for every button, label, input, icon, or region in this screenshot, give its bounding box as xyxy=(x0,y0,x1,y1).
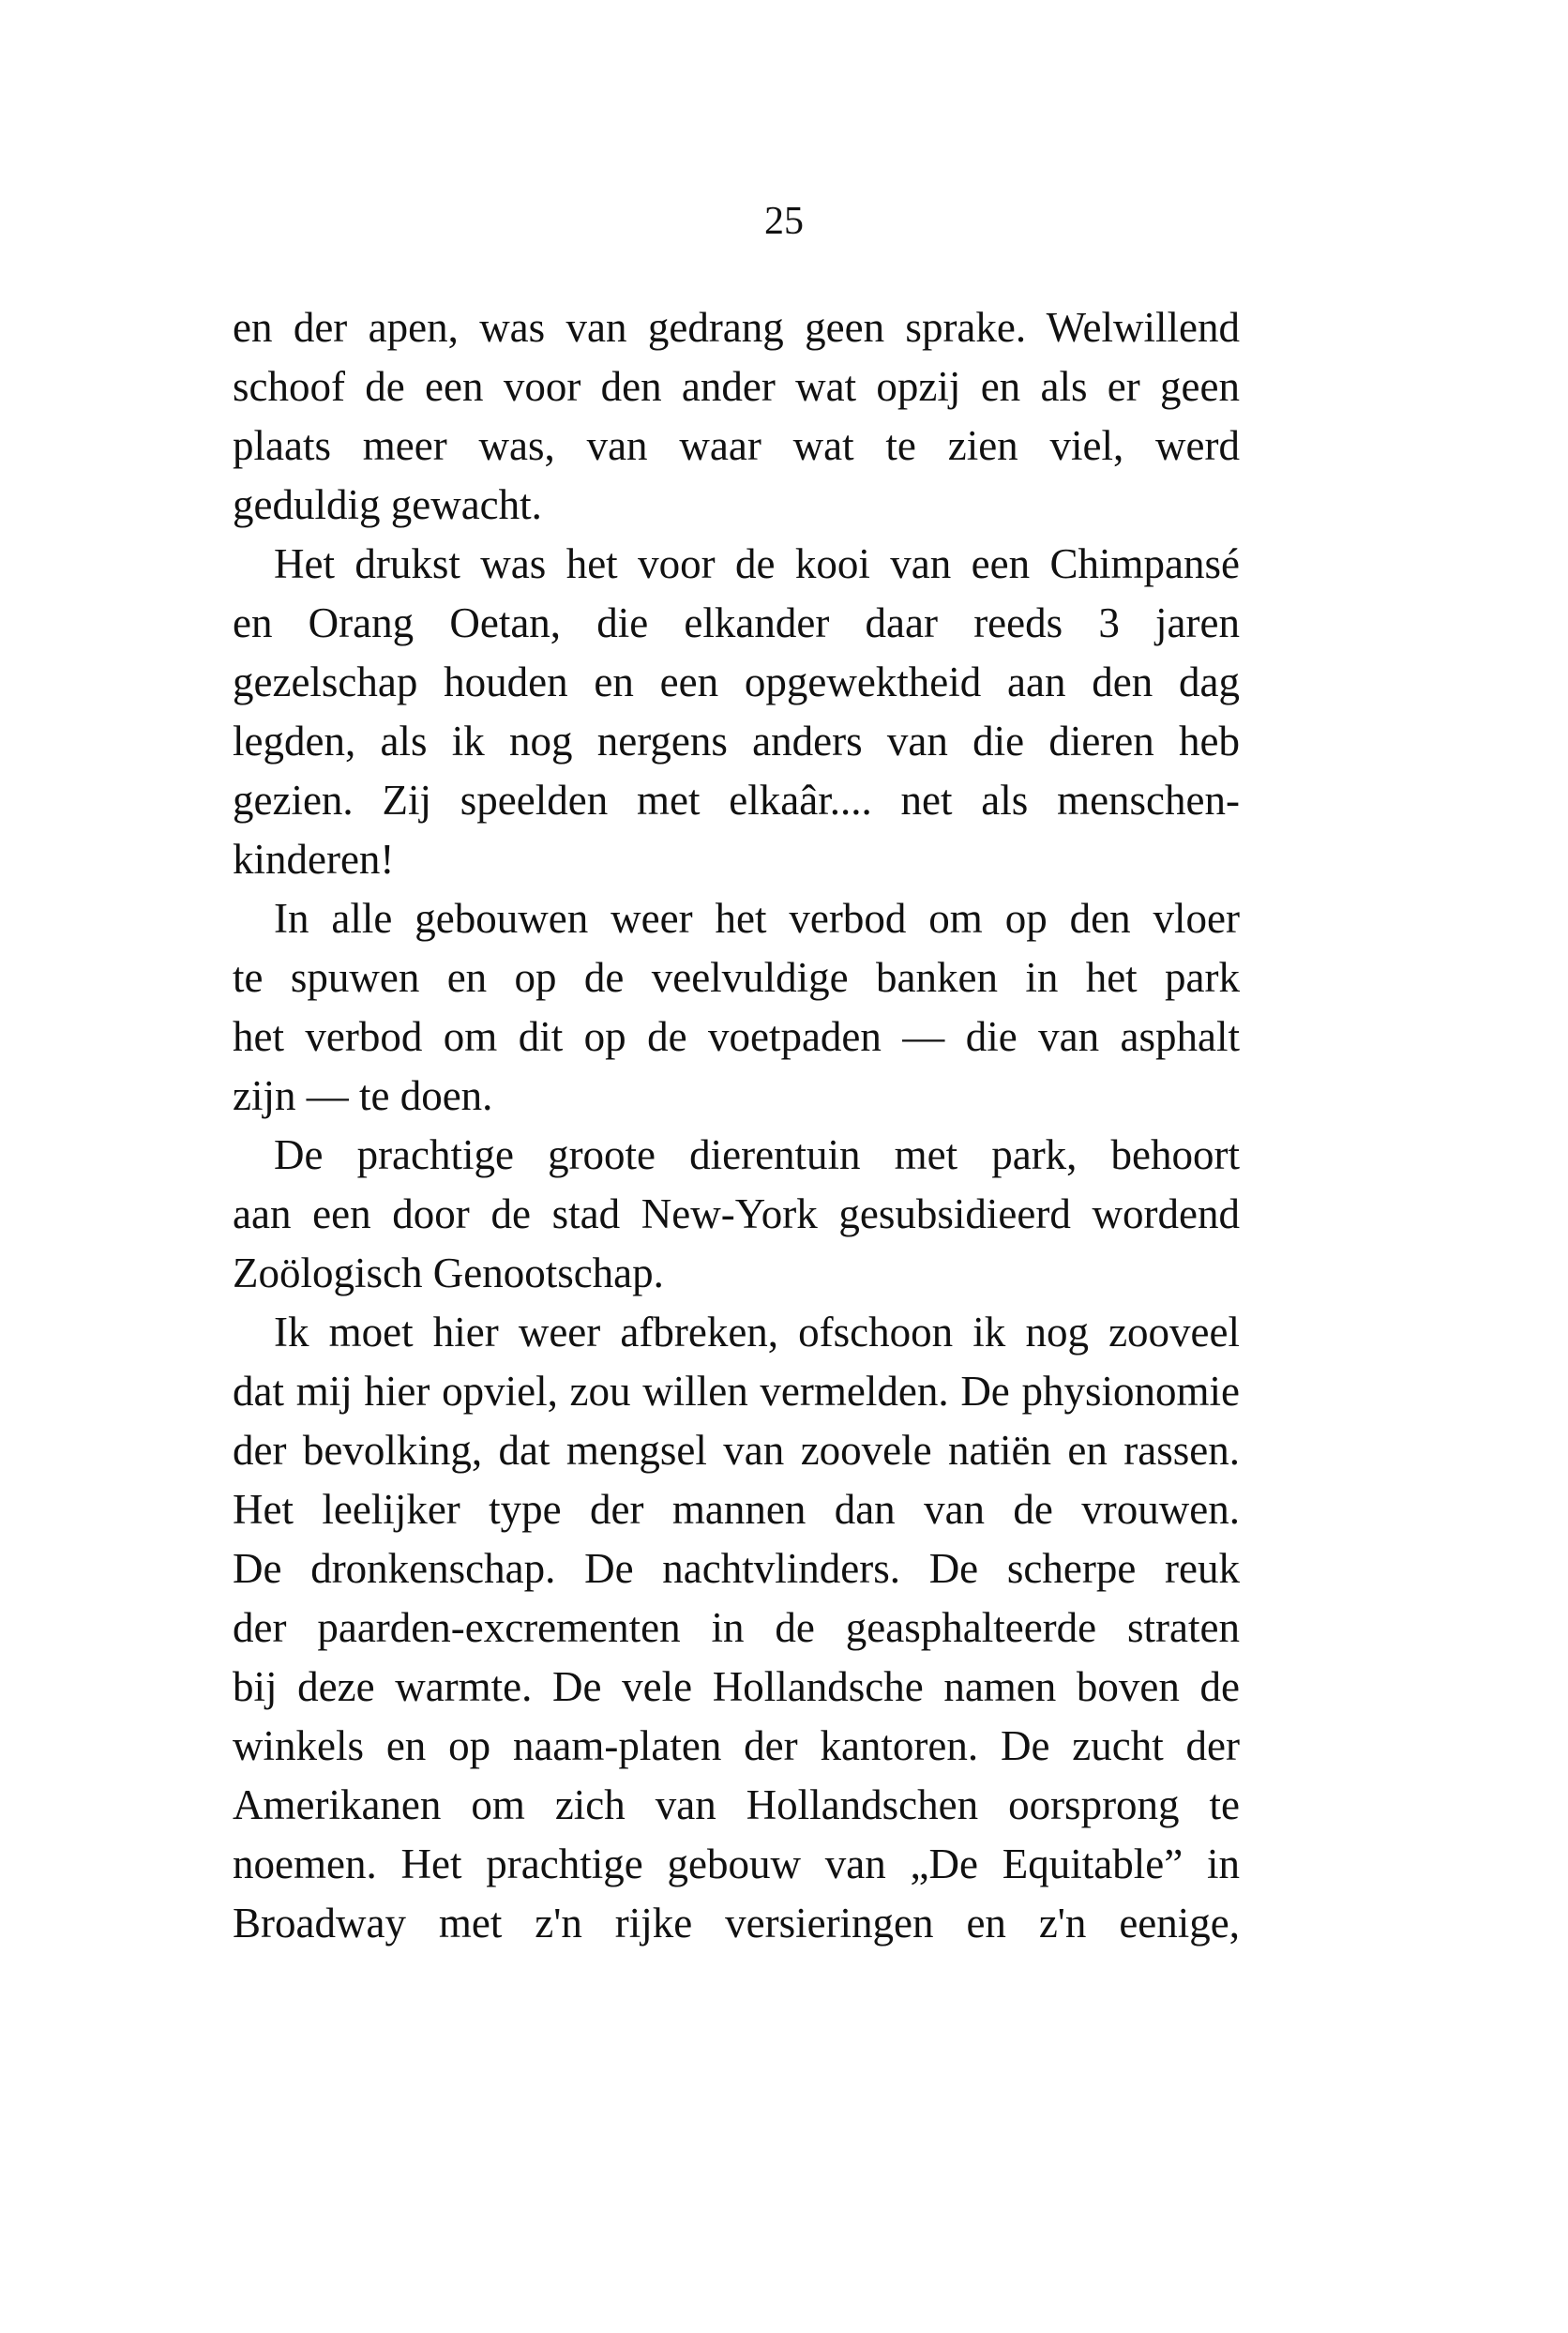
text-line: schoof de een voor den ander wat opzij en als er geen xyxy=(233,363,1240,410)
text-line: De prachtige groote dierentuin met park, behoort xyxy=(274,1131,1240,1178)
body-text xyxy=(233,298,1240,1953)
text-line: Amerikanen om zich van Hollandschen oorsprong te xyxy=(233,1781,1240,1828)
text-line: het verbod om dit op de voetpaden — die van asphalt xyxy=(233,1013,1240,1060)
text-line: winkels en op naam-platen der kantoren. De zucht der xyxy=(233,1722,1240,1769)
text-line: Broadway met z'n rijke versieringen en z'n eenige, xyxy=(233,1900,1240,1947)
text-line: Het drukst was het voor de kooi van een Chimpansé xyxy=(274,540,1240,587)
text-line: aan een door de stad New-York gesubsidieerd wordend xyxy=(233,1190,1240,1237)
text-line: der paarden-excrementen in de geasphalteerde straten xyxy=(233,1604,1240,1651)
text-line: bij deze warmte. De vele Hollandsche namen boven de xyxy=(233,1663,1240,1710)
text-line: geduldig gewacht. xyxy=(233,481,542,528)
text-line: te spuwen en op de veelvuldige banken in het park xyxy=(233,954,1240,1001)
text-line: Zoölogisch Genootschap. xyxy=(233,1250,664,1296)
text-line: In alle gebouwen weer het verbod om op den vloer xyxy=(274,895,1240,942)
text-line: Ik moet hier weer afbreken, ofschoon ik nog zooveel xyxy=(274,1309,1240,1356)
text-line: en Orang Oetan, die elkander daar reeds 3 jaren xyxy=(233,599,1240,646)
text-line: gezien. Zij speelden met elkaâr.... net als menschen- xyxy=(233,777,1240,824)
text-line: legden, als ik nog nergens anders van die dieren heb xyxy=(233,718,1240,765)
text-line: De dronkenschap. De nachtvlinders. De scherpe reuk xyxy=(233,1545,1240,1592)
text-line: plaats meer was, van waar wat te zien viel, werd xyxy=(233,422,1240,469)
text-line: gezelschap houden en een opgewektheid aan den dag xyxy=(233,659,1240,705)
text-line: noemen. Het prachtige gebouw van „De Equitable” in xyxy=(233,1841,1240,1887)
text-line: kinderen! xyxy=(233,836,395,883)
text-line: der bevolking, dat mengsel van zoovele natiën en rassen. xyxy=(233,1427,1240,1474)
text-line: dat mij hier opviel, zou willen vermelden. De physionomie xyxy=(233,1368,1240,1415)
text-line: en der apen, was van gedrang geen sprake. Welwillend xyxy=(233,304,1240,351)
page-number: 25 xyxy=(764,200,804,243)
text-line: Het leelijker type der mannen dan van de vrouwen. xyxy=(233,1486,1240,1533)
text-line: zijn — te doen. xyxy=(233,1072,493,1119)
